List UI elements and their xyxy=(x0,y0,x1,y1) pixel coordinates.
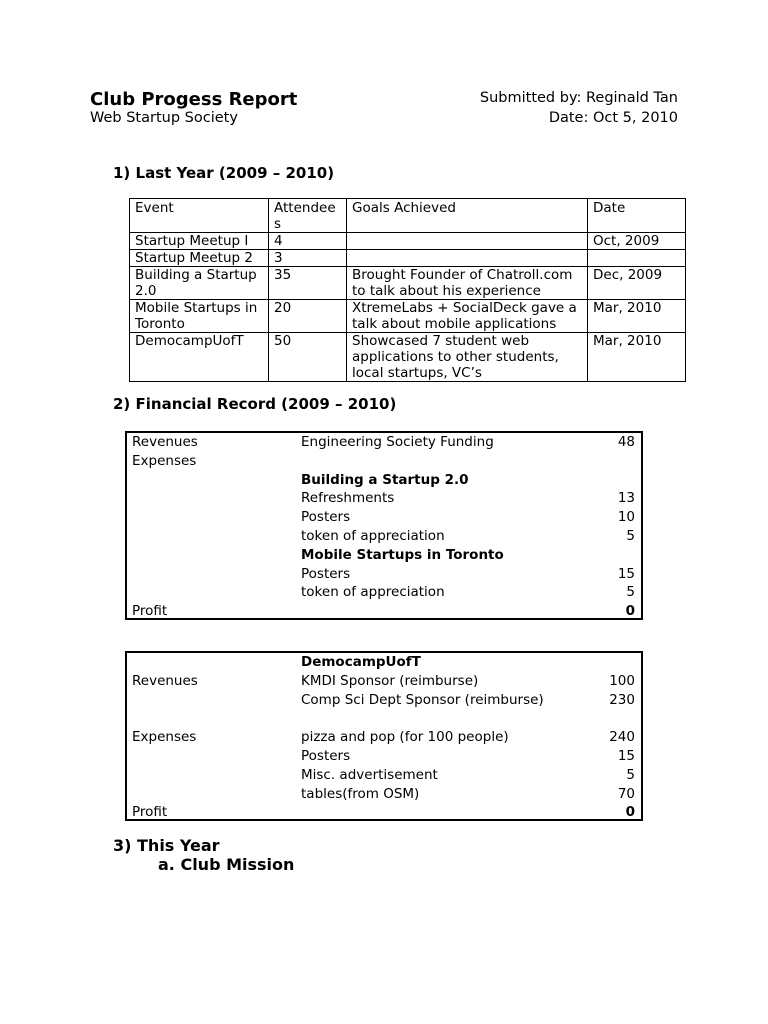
financial-row xyxy=(127,602,641,621)
row-item-label: Posters xyxy=(301,565,351,582)
financial-row xyxy=(127,691,641,710)
row-category-label: Revenues xyxy=(132,434,198,450)
report-date: Date: Oct 5, 2010 xyxy=(548,110,678,126)
row-amount: 48 xyxy=(617,434,635,450)
section-financial-heading: 2) Financial Record (2009 – 2010) xyxy=(113,395,397,413)
financial-row xyxy=(127,747,641,766)
row-category-label: Profit xyxy=(132,603,168,620)
row-amount: 0 xyxy=(625,603,635,620)
financial-row xyxy=(127,471,641,490)
events-table xyxy=(129,198,686,382)
table-cell: 20 xyxy=(269,300,347,333)
row-item-label: DemocampUofT xyxy=(301,654,421,670)
table-cell xyxy=(347,233,588,250)
table-row xyxy=(130,267,686,300)
financial-row xyxy=(127,583,641,602)
row-amount: 5 xyxy=(626,766,635,783)
table-row xyxy=(130,250,686,267)
table-row xyxy=(130,333,686,382)
financial-row xyxy=(127,672,641,691)
table-cell: Startup Meetup 2 xyxy=(130,250,269,267)
financial-row xyxy=(127,489,641,508)
row-item-label: token of appreciation xyxy=(301,527,445,544)
table-cell: Showcased 7 student web applications to other students, local startups, VC’s xyxy=(347,333,588,382)
table-cell: Building a Startup 2.0 xyxy=(130,267,269,300)
table-cell: 50 xyxy=(269,333,347,382)
column-header: Attendee s xyxy=(269,199,347,233)
table-cell: Oct, 2009 xyxy=(588,233,686,250)
row-category-label: Expenses xyxy=(132,452,197,469)
financial-row xyxy=(127,728,641,747)
section-last-year-heading: 1) Last Year (2009 – 2010) xyxy=(113,164,335,182)
row-amount: 15 xyxy=(617,565,635,582)
row-amount: 5 xyxy=(626,584,635,601)
row-item-label: Posters xyxy=(301,509,351,526)
financial-row xyxy=(127,452,641,471)
club-mission-heading: a. Club Mission xyxy=(158,855,295,874)
financial-row xyxy=(127,546,641,565)
table-cell: 4 xyxy=(269,233,347,250)
financial-row xyxy=(127,709,641,728)
financial-row xyxy=(127,766,641,785)
financial-row xyxy=(127,565,641,584)
table-cell: Mar, 2010 xyxy=(588,333,686,382)
financial-row xyxy=(127,508,641,527)
table-cell: Mar, 2010 xyxy=(588,300,686,333)
row-amount: 70 xyxy=(617,785,635,802)
row-item-label: Comp Sci Dept Sponsor (reimburse) xyxy=(301,691,544,708)
row-item-label: Misc. advertisement xyxy=(301,766,438,783)
financial-table-2 xyxy=(125,651,643,821)
row-category-label: Profit xyxy=(132,804,168,821)
row-amount: 5 xyxy=(626,527,635,544)
financial-row xyxy=(127,803,641,822)
submitted-by: Submitted by: Reginald Tan xyxy=(479,90,678,106)
row-item-label: tables(from OSM) xyxy=(301,785,420,802)
row-item-label: Mobile Startups in Toronto xyxy=(301,546,504,563)
row-amount: 10 xyxy=(617,509,635,526)
financial-table-1 xyxy=(125,431,643,620)
row-item-label: Engineering Society Funding xyxy=(301,434,494,450)
row-item-label: Refreshments xyxy=(301,490,395,507)
table-cell: Startup Meetup I xyxy=(130,233,269,250)
row-item-label: token of appreciation xyxy=(301,584,445,601)
row-category-label: Revenues xyxy=(132,672,198,689)
row-item-label: KMDI Sponsor (reimburse) xyxy=(301,672,479,689)
club-name: Web Startup Society xyxy=(90,110,238,126)
report-title: Club Progess Report xyxy=(90,89,298,110)
section-this-year-heading: 3) This Year xyxy=(113,836,220,855)
table-cell: Brought Founder of Chatroll.com to talk about his experience xyxy=(347,267,588,300)
table-row xyxy=(130,300,686,333)
financial-row xyxy=(127,785,641,804)
financial-row xyxy=(127,653,641,672)
table-cell: Mobile Startups in Toronto xyxy=(130,300,269,333)
table-row xyxy=(130,233,686,250)
table-cell: 35 xyxy=(269,267,347,300)
column-header: Event xyxy=(130,199,269,233)
row-amount: 240 xyxy=(609,729,635,746)
row-amount: 100 xyxy=(609,672,635,689)
row-amount: 13 xyxy=(617,490,635,507)
table-cell: 3 xyxy=(269,250,347,267)
row-item-label: pizza and pop (for 100 people) xyxy=(301,729,509,746)
table-header-row xyxy=(130,199,686,233)
table-cell xyxy=(347,250,588,267)
table-cell: DemocampUofT xyxy=(130,333,269,382)
table-cell: Dec, 2009 xyxy=(588,267,686,300)
row-category-label: Expenses xyxy=(132,729,197,746)
table-cell: XtremeLabs + SocialDeck gave a talk about mobile applications xyxy=(347,300,588,333)
row-amount: 0 xyxy=(625,804,635,821)
row-amount: 15 xyxy=(617,747,635,764)
row-item-label: Posters xyxy=(301,747,351,764)
financial-row xyxy=(127,433,641,452)
column-header: Goals Achieved xyxy=(347,199,588,233)
column-header: Date xyxy=(588,199,686,233)
row-amount: 230 xyxy=(609,691,635,708)
financial-row xyxy=(127,527,641,546)
row-item-label: Building a Startup 2.0 xyxy=(301,471,469,488)
table-cell xyxy=(588,250,686,267)
